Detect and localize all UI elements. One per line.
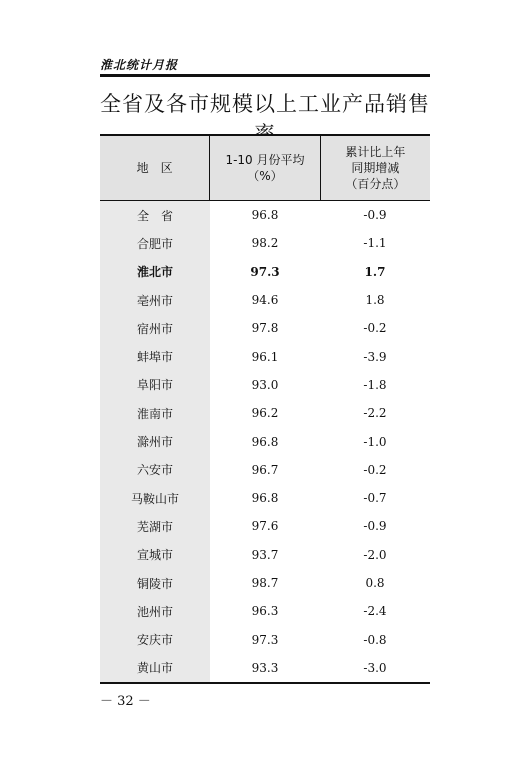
- change-cell: -0.8: [363, 632, 387, 647]
- average-cell: 96.3: [251, 604, 279, 619]
- average-cell: 96.8: [251, 434, 279, 449]
- region-cell: 淮南市: [100, 399, 210, 427]
- column-header-change: [321, 136, 430, 200]
- region-cell: 淮北市: [100, 258, 210, 286]
- average-cell: 96.8: [251, 208, 279, 223]
- average-cell: 97.3: [250, 264, 280, 279]
- change-cell: 1.8: [365, 293, 385, 308]
- average-cell: 96.8: [251, 491, 279, 506]
- average-cell: 96.2: [251, 406, 279, 421]
- table-row: [100, 512, 430, 540]
- change-cell: -0.2: [363, 321, 387, 336]
- change-cell: -3.9: [363, 349, 387, 364]
- change-cell: -2.4: [363, 604, 387, 619]
- change-cell: 1.7: [364, 264, 386, 279]
- average-cell: 98.2: [251, 236, 279, 251]
- header-rule: [100, 74, 430, 77]
- table-bottom-rule: [100, 682, 430, 684]
- change-cell: -0.7: [363, 491, 387, 506]
- change-cell: -3.0: [363, 660, 387, 675]
- average-cell: 93.7: [251, 547, 279, 562]
- average-cell: 94.6: [251, 293, 279, 308]
- table-row: [100, 258, 430, 286]
- average-cell: 98.7: [251, 576, 279, 590]
- change-cell: -0.9: [363, 208, 387, 223]
- change-cell: 0.8: [365, 576, 385, 590]
- table-row: [100, 399, 430, 427]
- region-cell: 宣城市: [100, 541, 210, 569]
- column-header-line: 1-10 月份平均: [225, 153, 305, 167]
- column-header-line: 累计比上年: [345, 145, 406, 159]
- region-cell: 安庆市: [100, 625, 210, 653]
- column-header-region: [100, 136, 209, 200]
- region-cell: 滁州市: [100, 427, 210, 455]
- change-cell: -1.1: [363, 236, 387, 251]
- average-cell: 93.0: [251, 377, 279, 392]
- average-cell: 93.3: [251, 660, 279, 675]
- table-row: [100, 597, 430, 625]
- column-header-line: 同期增减: [351, 161, 400, 175]
- average-cell: 96.7: [251, 462, 279, 477]
- average-cell: 97.6: [251, 519, 279, 534]
- column-header-label: 地 区: [136, 161, 173, 175]
- average-cell: 97.8: [251, 321, 279, 336]
- change-cell: -0.9: [363, 519, 387, 534]
- table-row: [100, 541, 430, 569]
- table-row: [100, 484, 430, 512]
- publication-title: 淮北统计月报: [100, 58, 179, 72]
- page-number: － 32 －: [100, 694, 151, 709]
- region-cell: 宿州市: [100, 314, 210, 342]
- region-cell: 池州市: [100, 597, 210, 625]
- region-cell: 马鞍山市: [100, 484, 210, 512]
- region-cell: 全 省: [100, 201, 210, 229]
- change-cell: -1.0: [363, 434, 387, 449]
- table-row: [100, 456, 430, 484]
- table-row: [100, 654, 430, 682]
- sales-rate-table: [100, 134, 430, 684]
- table-row: [100, 314, 430, 342]
- table-row: [100, 371, 430, 399]
- region-cell: 黄山市: [100, 654, 210, 682]
- change-cell: -2.0: [363, 547, 387, 562]
- table-header: [100, 134, 430, 201]
- region-cell: 六安市: [100, 456, 210, 484]
- average-cell: 96.1: [251, 349, 279, 364]
- table-row: [100, 625, 430, 653]
- region-cell: 芜湖市: [100, 512, 210, 540]
- table-body: [100, 201, 430, 682]
- change-cell: -0.2: [363, 462, 387, 477]
- table-row: [100, 201, 430, 229]
- region-cell: 阜阳市: [100, 371, 210, 399]
- region-cell: 蚌埠市: [100, 342, 210, 370]
- average-cell: 97.3: [251, 632, 279, 647]
- table-row: [100, 569, 430, 597]
- table-row: [100, 342, 430, 370]
- table-row: [100, 427, 430, 455]
- page-title: 全省及各市规模以上工业产品销售: [100, 92, 430, 116]
- region-cell: 亳州市: [100, 286, 210, 314]
- change-cell: -2.2: [363, 406, 387, 421]
- region-cell: 合肥市: [100, 229, 210, 257]
- region-cell: 铜陵市: [100, 569, 210, 597]
- column-header-line: （%）: [247, 169, 283, 183]
- column-header-average: [209, 136, 320, 200]
- change-cell: -1.8: [363, 377, 387, 392]
- table-row: [100, 229, 430, 257]
- table-row: [100, 286, 430, 314]
- column-header-line: （百分点）: [345, 177, 406, 191]
